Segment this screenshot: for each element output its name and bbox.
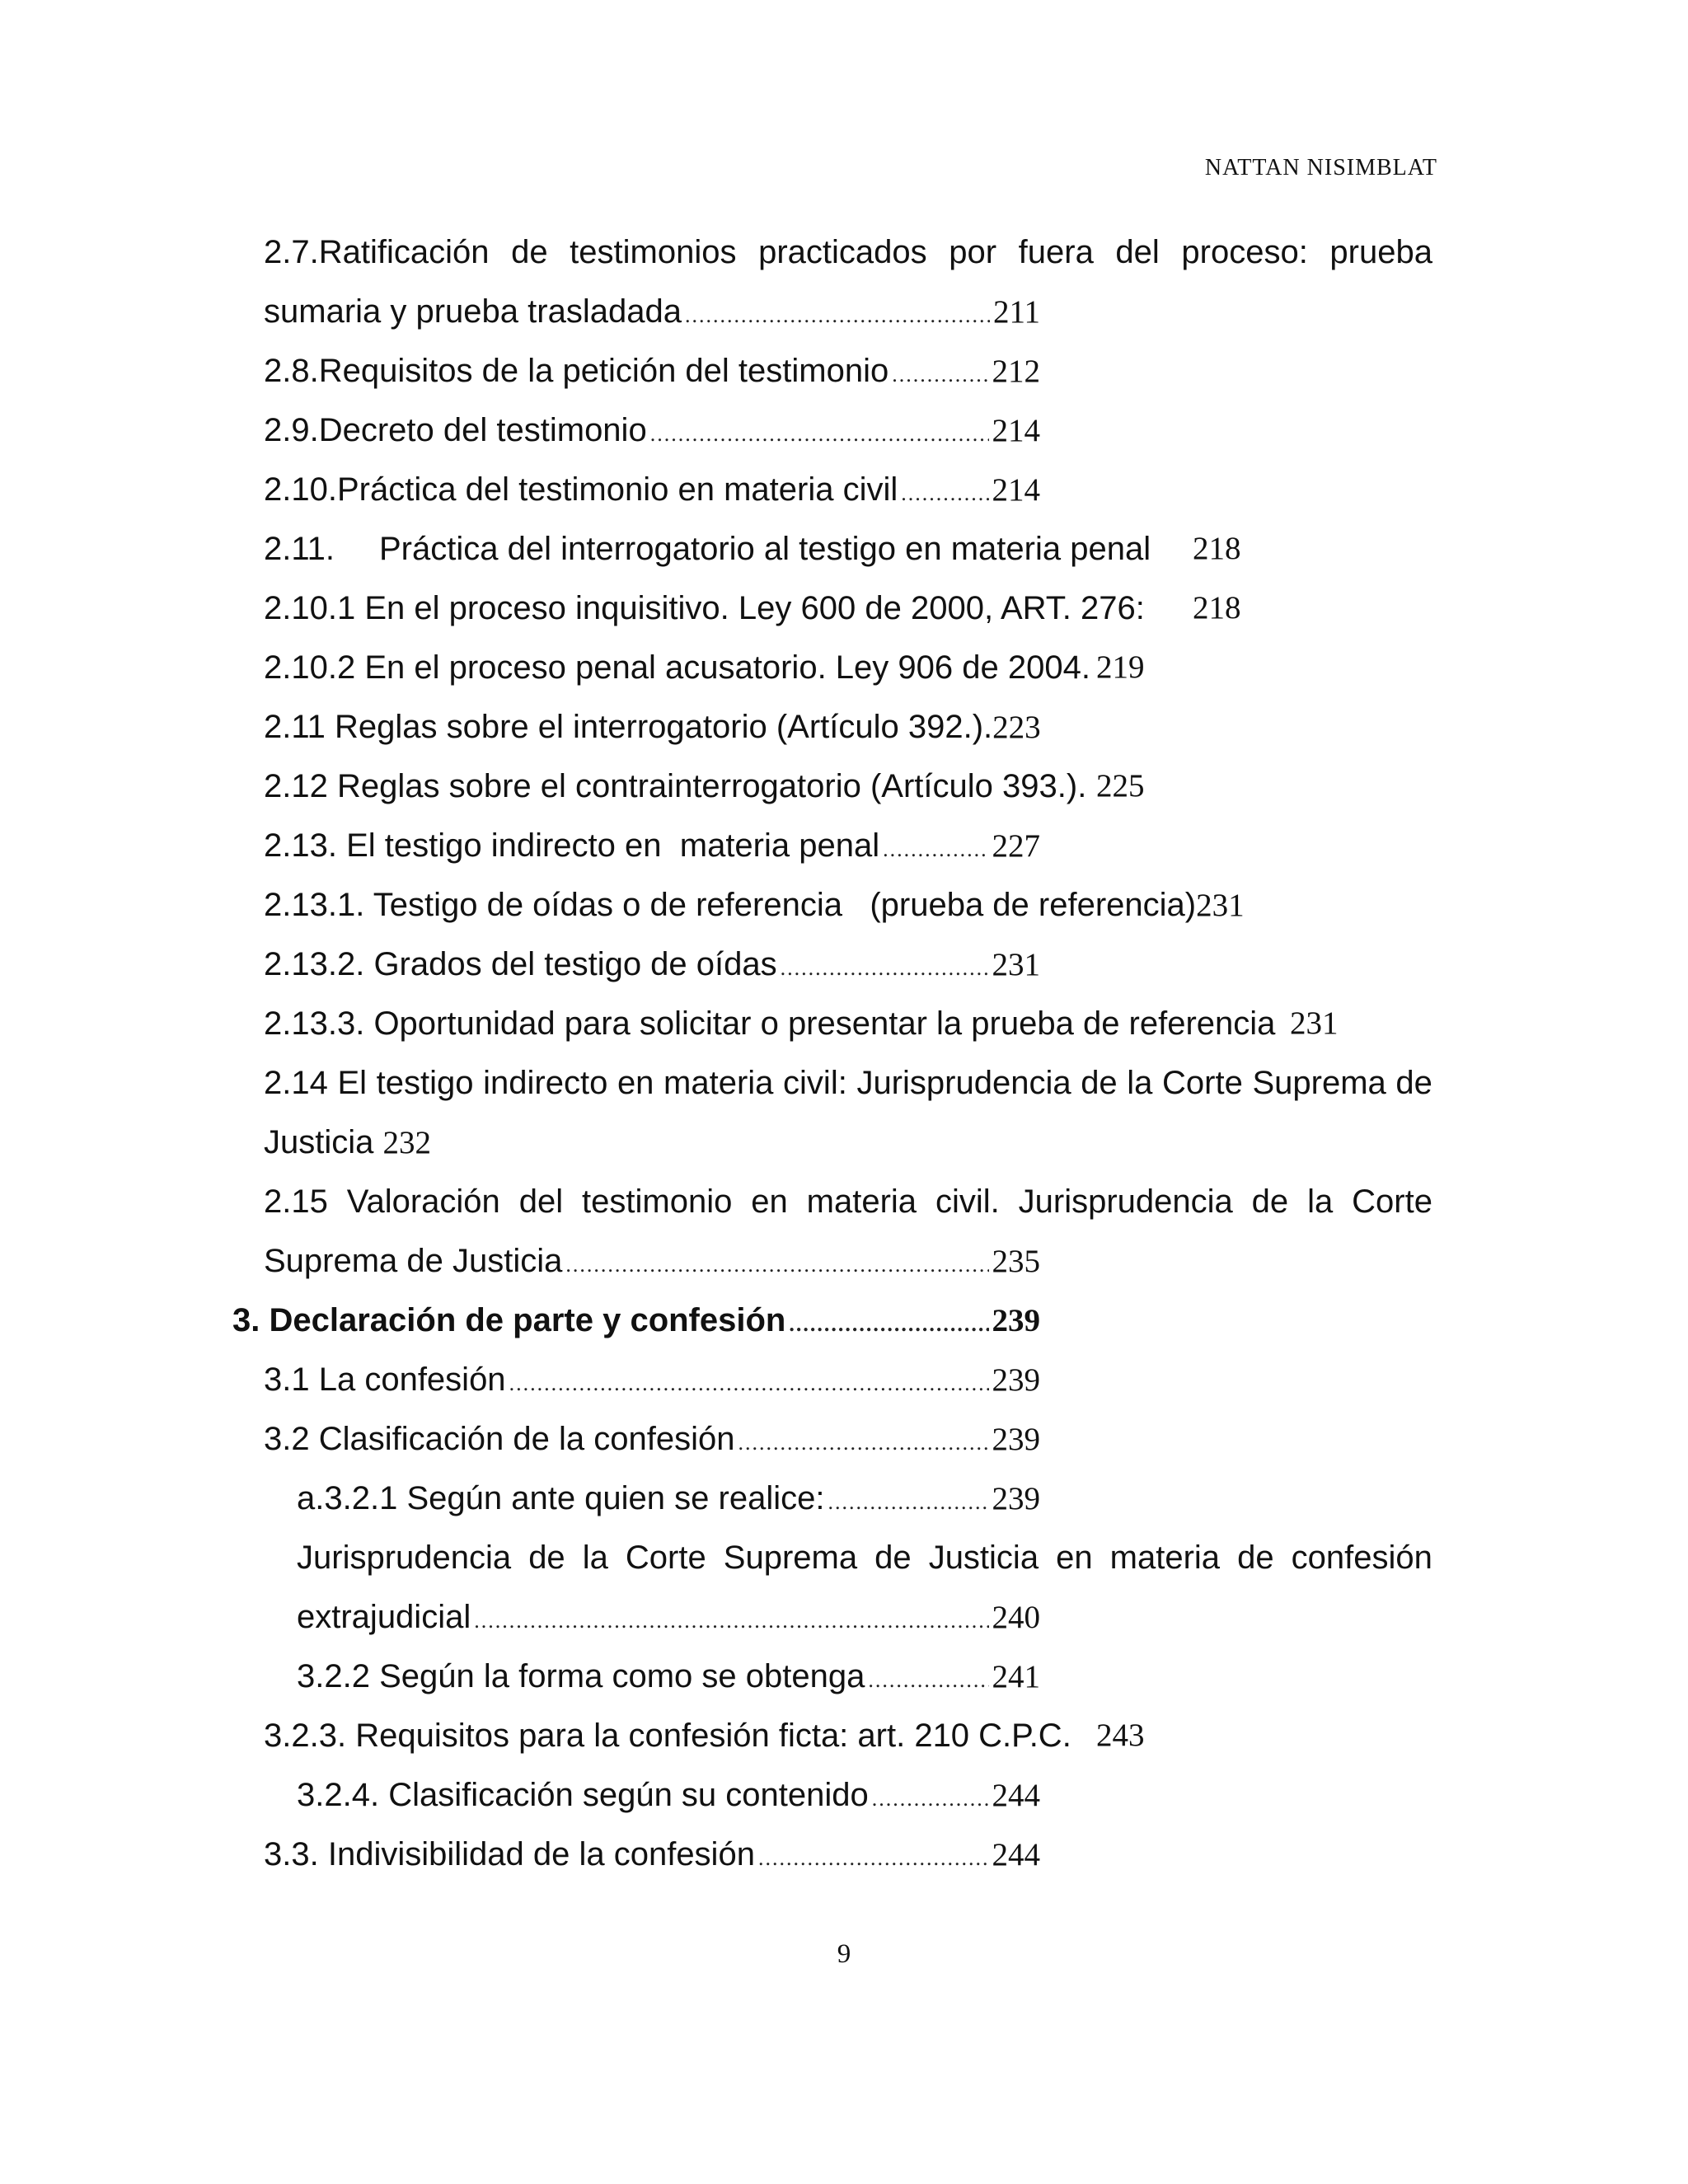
toc-entry-title: 2.10.2 En el proceso penal acusatorio. Ley 906 de 2004. xyxy=(264,649,1090,686)
toc-entry-3-3[interactable] xyxy=(264,1831,1040,1877)
toc-entry-title: 3.3. Indivisibilidad de la confesión xyxy=(264,1836,755,1872)
word: Jurisprudencia xyxy=(1018,1183,1233,1220)
toc-page-number: 244 xyxy=(992,1837,1040,1872)
toc-entry-title: Práctica del interrogatorio al testigo en materia penal xyxy=(379,531,1151,567)
toc-entry-2-10[interactable] xyxy=(264,466,1040,513)
word: testimonios xyxy=(570,234,737,270)
dot-leader xyxy=(565,1242,988,1288)
toc-entry-title: 3.2 Clasificación de la confesión xyxy=(264,1421,735,1457)
toc-entry-title: 2.13.3. Oportunidad para solicitar o presentar la prueba de referencia xyxy=(264,1005,1276,1042)
word: en xyxy=(751,1183,788,1220)
page-number-footer: 9 xyxy=(837,1939,851,1969)
word: practicados xyxy=(758,234,927,270)
word: Jurisprudencia xyxy=(856,1065,1071,1101)
toc-entry-2-13[interactable] xyxy=(264,823,1040,869)
toc-page-number: 218 xyxy=(1193,531,1241,566)
toc-page-number: 240 xyxy=(992,1600,1040,1635)
word: materia xyxy=(1109,1540,1221,1576)
toc-entry-jurisprudencia-line2[interactable] xyxy=(297,1594,1040,1640)
word: la xyxy=(1127,1065,1153,1101)
dot-leader xyxy=(868,1657,988,1704)
toc-entry-title: 2.11 Reglas sobre el interrogatorio (Artículo 392.). xyxy=(264,709,993,745)
toc-entry-2-15-line1[interactable] xyxy=(264,1179,1432,1225)
word: en xyxy=(1056,1540,1093,1576)
toc-entry-2-13-3[interactable] xyxy=(264,1001,1432,1047)
word: 2.7.Ratificación xyxy=(264,234,490,270)
dot-leader xyxy=(892,352,988,398)
dot-leader xyxy=(883,827,988,873)
toc-entry-2-7-line1[interactable] xyxy=(264,229,1432,275)
toc-entry-title: extrajudicial xyxy=(297,1599,471,1635)
word: de xyxy=(1251,1183,1289,1220)
word: testigo xyxy=(376,1065,474,1101)
toc-page-number: 231 xyxy=(992,947,1040,982)
toc-page-number: 231 xyxy=(1196,888,1245,923)
toc-page-number: 223 xyxy=(992,710,1041,745)
toc-page-number: 239 xyxy=(992,1481,1040,1516)
toc-page-number: 214 xyxy=(992,413,1040,448)
toc-entry-2-9[interactable] xyxy=(264,407,1040,453)
word: en xyxy=(617,1065,654,1101)
toc-entry-title: Justicia xyxy=(264,1124,374,1160)
toc-entry-letter: a. xyxy=(297,1480,325,1516)
toc-entry-3-1[interactable] xyxy=(264,1357,1040,1403)
word: Jurisprudencia xyxy=(297,1540,512,1576)
toc-entry-2-13-2[interactable] xyxy=(264,941,1040,987)
toc-entry-title: 3.1 La confesión xyxy=(264,1361,506,1398)
toc-entry-number: 2.10. xyxy=(264,471,337,508)
word: testimonio xyxy=(582,1183,733,1220)
toc-page-number: 227 xyxy=(992,828,1040,864)
word: de xyxy=(1081,1065,1118,1101)
toc-entry-3-2[interactable] xyxy=(264,1416,1040,1462)
word: Corte xyxy=(1352,1183,1432,1220)
toc-entry-title: 2.13.2. Grados del testigo de oídas xyxy=(264,946,777,982)
dot-leader xyxy=(789,1301,988,1347)
toc-entry-title: sumaria y prueba trasladada xyxy=(264,293,682,330)
word: confesión xyxy=(1291,1540,1432,1576)
toc-page-number: 218 xyxy=(1193,590,1241,626)
toc-page-number: 241 xyxy=(992,1659,1040,1694)
toc-page-number: 244 xyxy=(992,1778,1040,1813)
toc-entry-3-2-1[interactable] xyxy=(297,1475,1040,1521)
toc-page-number: 211 xyxy=(992,294,1040,330)
toc-entry-3-2-3[interactable] xyxy=(264,1713,1253,1759)
word: Valoración xyxy=(346,1183,500,1220)
dot-leader xyxy=(758,1835,989,1882)
toc-page-number: 239 xyxy=(992,1362,1040,1398)
word: de xyxy=(874,1540,912,1576)
word: proceso: xyxy=(1181,234,1308,270)
word: de xyxy=(1237,1540,1274,1576)
toc-page-number: 232 xyxy=(382,1125,432,1160)
toc-entry-title: 3. Declaración de parte y confesión xyxy=(232,1302,786,1338)
toc-entry-2-8[interactable] xyxy=(264,348,1040,394)
toc-entry-title: 2.12 Reglas sobre el contrainterrogatorio (Artículo 393.). xyxy=(264,768,1087,804)
dot-leader xyxy=(650,411,989,457)
word: de xyxy=(511,234,548,270)
toc-page-number: 214 xyxy=(992,472,1040,508)
toc-page-number: 231 xyxy=(1290,1005,1339,1041)
dot-leader xyxy=(781,945,989,991)
toc-entry-2-13-1[interactable] xyxy=(264,882,1335,928)
word: de xyxy=(1395,1065,1432,1101)
word: 2.15 xyxy=(264,1183,328,1220)
dot-leader xyxy=(738,1420,988,1466)
word: Corte xyxy=(1162,1065,1243,1101)
toc-entry-2-14-line1[interactable] xyxy=(264,1060,1432,1106)
word: de xyxy=(528,1540,565,1576)
toc-entry-title: 2.10.1 En el proceso inquisitivo. Ley 600 de 2000, ART. 276: xyxy=(264,590,1145,626)
toc-entry-2-10-1[interactable] xyxy=(264,585,1253,631)
toc-page-number: 235 xyxy=(992,1244,1040,1279)
word: Suprema xyxy=(1252,1065,1386,1101)
toc-entry-title: 3.2.3. Requisitos para la confesión ficta: art. 210 C.P.C. xyxy=(264,1718,1071,1754)
toc-entry-title: 2.8.Requisitos de la petición del testimonio xyxy=(264,353,889,389)
toc-entry-title: Suprema de Justicia xyxy=(264,1243,563,1279)
word: del xyxy=(1115,234,1160,270)
toc-entry-3-2-4[interactable] xyxy=(297,1772,1040,1818)
word: materia xyxy=(663,1065,774,1101)
toc-entry-2-14-line2[interactable] xyxy=(264,1119,1253,1165)
toc-entry-title: 2.13. El testigo indirecto en materia penal xyxy=(264,827,880,864)
dot-leader xyxy=(872,1776,989,1822)
toc-entry-title: 3.2.4. Clasificación según su contenido xyxy=(297,1777,869,1813)
word: por xyxy=(949,234,997,270)
toc-entry-2-15-line2[interactable] xyxy=(264,1238,1040,1284)
word: 2.14 xyxy=(264,1065,328,1101)
toc-entry-jurisprudencia-line1[interactable] xyxy=(297,1535,1432,1581)
word: Suprema xyxy=(723,1540,858,1576)
word: indirecto xyxy=(483,1065,608,1101)
toc-entry-title: 2.9.Decreto del testimonio xyxy=(264,412,647,448)
toc-entry-number: 2.11. xyxy=(264,531,335,567)
toc-entry-3-2-2[interactable] xyxy=(297,1653,1040,1699)
toc-entry-title: 3.2.1 Según ante quien se realice: xyxy=(324,1480,825,1516)
dot-leader xyxy=(685,293,990,339)
word: la xyxy=(1307,1183,1334,1220)
toc-page-number: 212 xyxy=(992,354,1040,389)
toc-entry-title: Práctica del testimonio en materia civil xyxy=(336,471,898,508)
toc-entry-2-7-line2[interactable] xyxy=(264,288,1040,335)
toc-entry-2-10-2[interactable] xyxy=(264,644,1253,691)
word: civil: xyxy=(783,1065,847,1101)
word: del xyxy=(518,1183,564,1220)
word: prueba xyxy=(1329,234,1432,270)
toc-page-number: 243 xyxy=(1096,1718,1145,1753)
toc-entry-title: 2.13.1. Testigo de oídas o de referencia (prueba de referencia) xyxy=(264,887,1197,923)
toc-entry-title: 3.2.2 Según la forma como se obtenga xyxy=(297,1658,865,1694)
toc-entry-2-11[interactable] xyxy=(264,526,1253,572)
word: El xyxy=(337,1065,368,1101)
word: civil. xyxy=(935,1183,1000,1220)
running-header: NATTAN NISIMBLAT xyxy=(1204,155,1437,180)
toc-page-number: 225 xyxy=(1096,768,1145,804)
toc-entry-2-12[interactable] xyxy=(264,763,1253,809)
toc-page-number: 239 xyxy=(992,1422,1040,1457)
dot-leader xyxy=(828,1479,988,1526)
toc-page-number: 219 xyxy=(1096,649,1145,685)
toc-page-number: 239 xyxy=(992,1303,1040,1338)
word: fuera xyxy=(1018,234,1094,270)
dot-leader xyxy=(509,1361,989,1407)
dot-leader xyxy=(474,1598,988,1644)
word: la xyxy=(582,1540,608,1576)
word: Justicia xyxy=(928,1540,1039,1576)
word: materia xyxy=(806,1183,917,1220)
toc-entry-3[interactable] xyxy=(232,1297,1040,1343)
word: Corte xyxy=(625,1540,706,1576)
toc-entry-2-11-reglas[interactable] xyxy=(264,704,1253,750)
dot-leader xyxy=(901,471,988,517)
